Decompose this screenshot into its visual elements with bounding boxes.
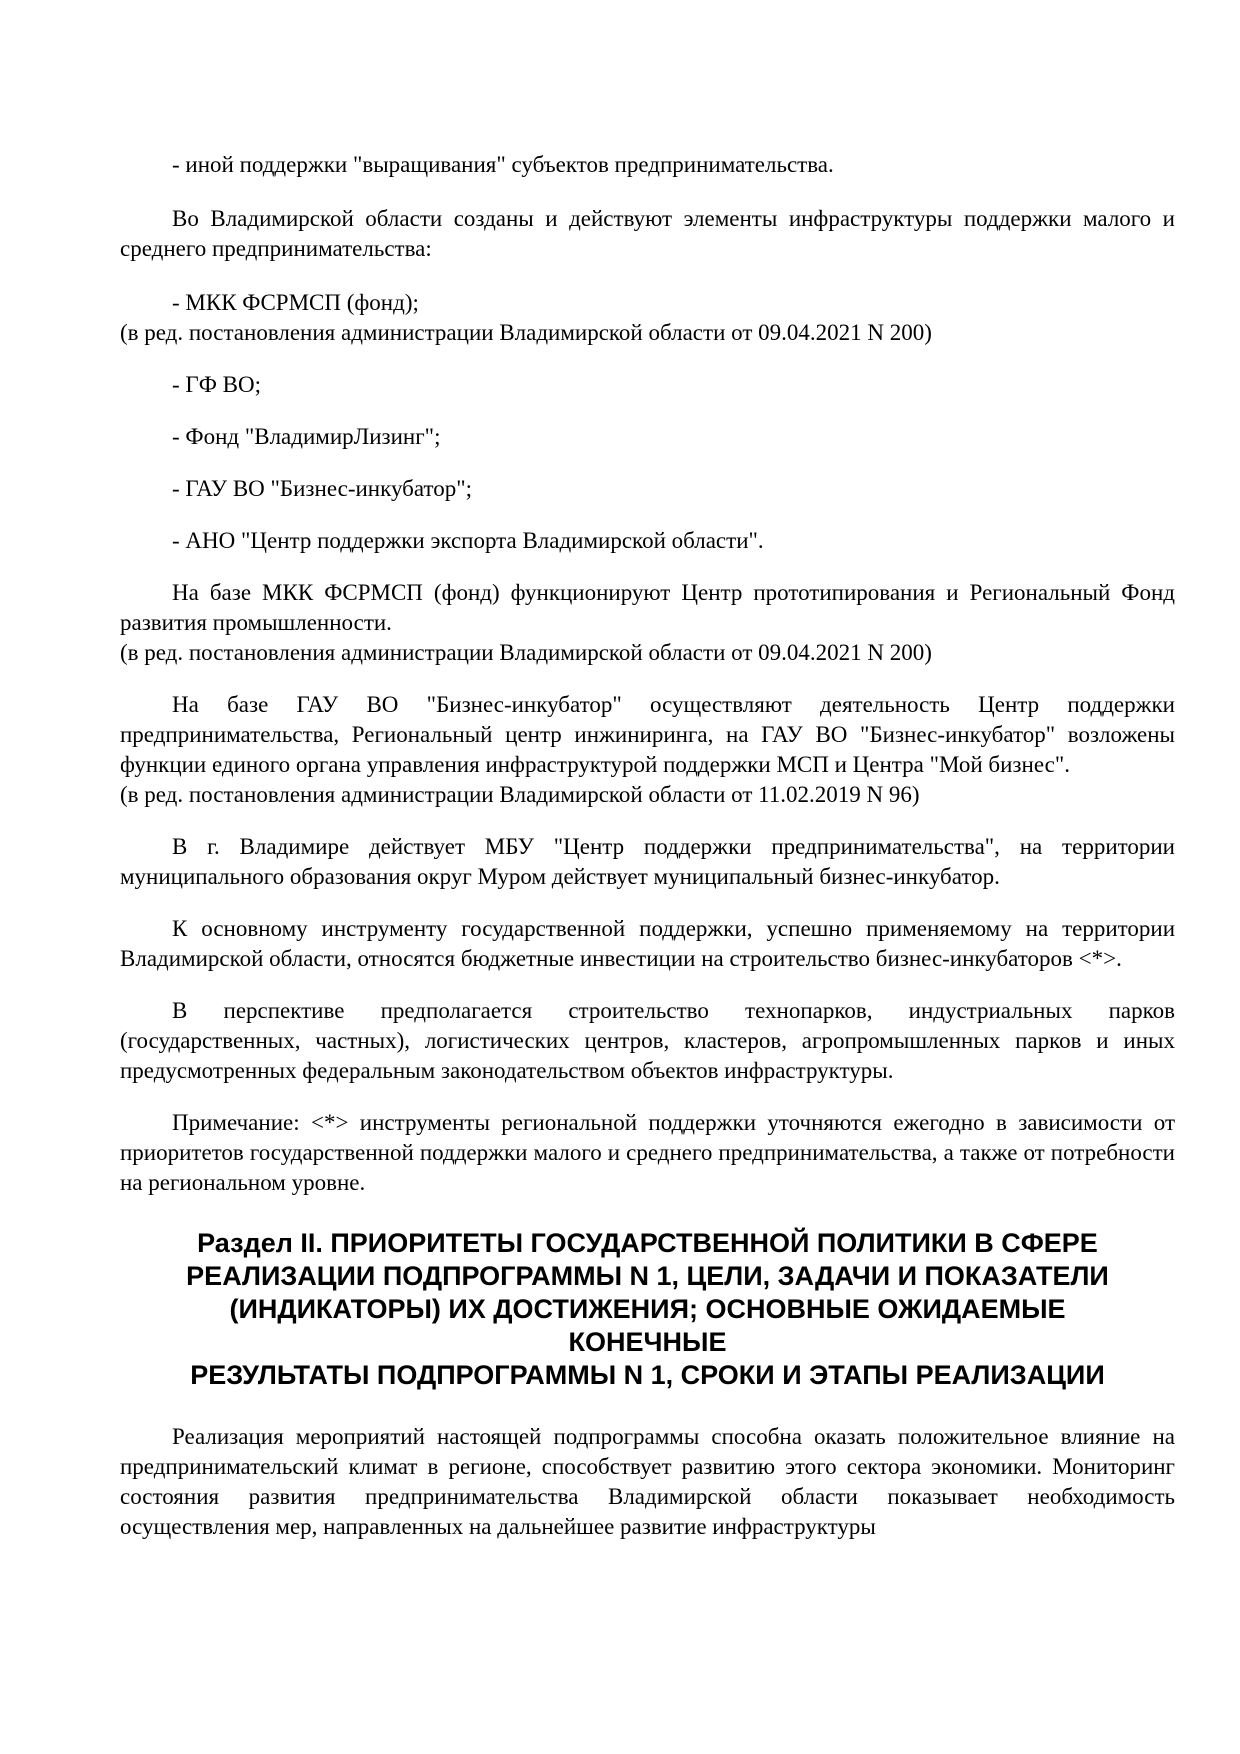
prospects-paragraph: В перспективе предполагается строительство технопарков, индустриальных парков (государственных, частных), логистических центров, кластеров, агропромышленных парков и иных предусмотренных федеральным законодательством объектов инфраструктуры. (120, 998, 1175, 1083)
prototyping-center-paragraph: На базе МКК ФСРМСП (фонд) функционируют Центр прототипирования и Региональный Фонд развития промышленности. (120, 580, 1175, 635)
amendment-note: (в ред. постановления администрации Владимирской области от 11.02.2019 N 96) (120, 782, 920, 807)
section-heading-line: РЕАЛИЗАЦИИ ПОДПРОГРАММЫ N 1, ЦЕЛИ, ЗАДАЧИ И ПОКАЗАТЕЛИ (186, 1261, 1109, 1291)
list-item-mkk-fsrmsp: - МКК ФСРМСП (фонд); (172, 290, 419, 315)
implementation-paragraph: Реализация мероприятий настоящей подпрограммы способна оказать положительное влияние на предпринимательский климат в регионе, способствует развитию этого сектора экономики. Мониторинг состояния развития предпринимательства Владимирской области показывает необходимость осуществления мер, направленных на дальнейшее развитие инфраструктуры (120, 1424, 1175, 1539)
list-item-gf-vo: - ГФ ВО; (172, 372, 261, 397)
list-item-export-center: - АНО "Центр поддержки экспорта Владимирской области". (172, 528, 764, 553)
amendment-note: (в ред. постановления администрации Владимирской области от 09.04.2021 N 200) (120, 320, 932, 345)
section-heading-line: (ИНДИКАТОРЫ) ИХ ДОСТИЖЕНИЯ; ОСНОВНЫЕ ОЖИДАЕМЫЕ (229, 1294, 1066, 1324)
document-body (120, 150, 1175, 1542)
section-heading-line: Раздел II. ПРИОРИТЕТЫ ГОСУДАРСТВЕННОЙ ПОЛИТИКИ В СФЕРЕ (197, 1228, 1098, 1258)
list-item-other-support: - иной поддержки "выращивания" субъектов предпринимательства. (172, 152, 834, 177)
business-incubator-paragraph: На базе ГАУ ВО "Бизнес-инкубатор" осуществляют деятельность Центр поддержки предпринимательства, Региональный центр инжиниринга, на ГАУ ВО "Бизнес-инкубатор" возложены функции единого органа управления инфраструктурой поддержки МСП и Центра "Мой бизнес". (120, 692, 1175, 777)
section-heading-line: РЕЗУЛЬТАТЫ ПОДПРОГРАММЫ N 1, СРОКИ И ЭТАПЫ РЕАЛИЗАЦИИ (190, 1360, 1105, 1390)
list-item-business-incubator: - ГАУ ВО "Бизнес-инкубатор"; (172, 476, 472, 501)
list-item-vladimir-leasing: - Фонд "ВладимирЛизинг"; (172, 424, 441, 449)
state-support-instrument-paragraph: К основному инструменту государственной поддержки, успешно применяемому на территории Владимирской области, относятся бюджетные инвестиции на строительство бизнес-инкубаторов <*>. (120, 916, 1175, 971)
infrastructure-intro-paragraph: Во Владимирской области созданы и действуют элементы инфраструктуры поддержки малого и среднего предпринимательства: (120, 206, 1175, 261)
footnote-paragraph: Примечание: <*> инструменты региональной поддержки уточняются ежегодно в зависимости от приоритетов государственной поддержки малого и среднего предпринимательства, а также от потребности на региональном уровне. (120, 1110, 1175, 1195)
section-heading (120, 1227, 1175, 1392)
amendment-note: (в ред. постановления администрации Владимирской области от 09.04.2021 N 200) (120, 640, 932, 665)
section-heading-line: КОНЕЧНЫЕ (568, 1327, 727, 1357)
vladimir-city-paragraph: В г. Владимире действует МБУ "Центр поддержки предпринимательства", на территории муниципального образования округ Муром действует муниципальный бизнес-инкубатор. (120, 834, 1175, 889)
